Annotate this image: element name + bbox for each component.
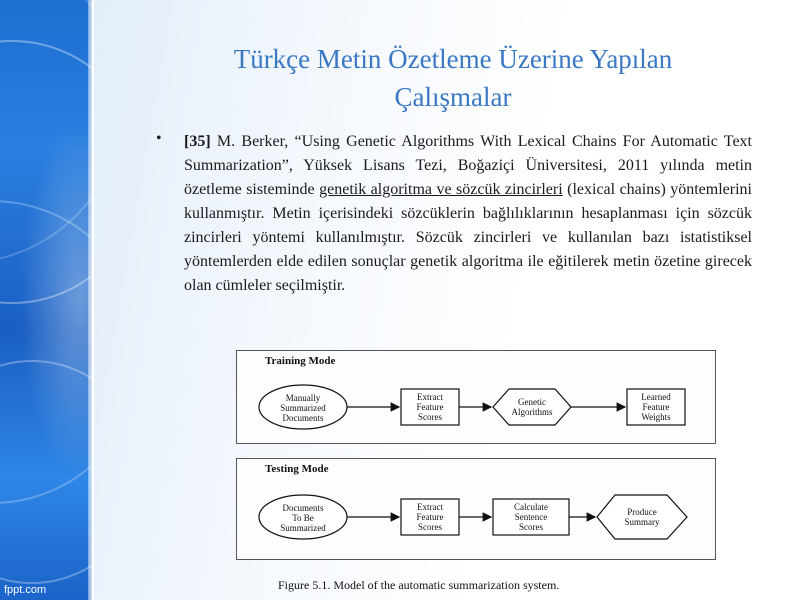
training-node-3-label: Genetic Algorithms (511, 397, 553, 417)
figure-caption: Figure 5.1. Model of the automatic summarization system. (278, 578, 560, 592)
title-line-2: Çalışmalar (394, 82, 512, 112)
testing-mode-panel (236, 458, 716, 560)
testing-mode-label: Testing Mode (265, 463, 329, 475)
hyperlink-genetik-algoritma[interactable]: genetik algoritma ve sözcük zincirleri (319, 181, 563, 198)
title-line-1: Türkçe Metin Özetleme Üzerine Yapılan (233, 44, 673, 74)
reference-number: [35] (184, 133, 211, 150)
decorative-left-band (0, 0, 92, 600)
summarization-model-figure (236, 350, 716, 600)
bullet-text-part-2: (lexical chains) yöntemlerini kullanmıştır. Metin içerisindeki sözcüklerin bağlılıklarının hesaplanması için sözcük zincirleri yöntemi kullanılmıştır. Sözcük zincirleri ve kullanılan bazı istatistiksel yöntemlerden elde edilen sonuçlar genetik algoritma ile eğitilerek metin özetine girecek olan cümleler seçilmiştir. (184, 181, 752, 294)
slide-title (150, 40, 756, 116)
testing-node-3-label: Calculate Sentence Scores (514, 502, 548, 532)
testing-node-4-label: Produce Summary (624, 507, 660, 527)
decorative-glow (20, 120, 92, 480)
training-node-4-label: Learned Feature Weights (641, 392, 671, 422)
bullet-text-part-1: M. Berker, “Using Genetic Algorithms With Lexical Chains For Automatic Text Summarization”, Yüksek Lisans Tezi, Boğaziçi Üniversitesi, 2011 yılında metin özetleme sisteminde (184, 133, 752, 198)
testing-node-1-label: Documents To Be Summarized (280, 503, 326, 533)
training-mode-label: Training Mode (265, 355, 336, 367)
watermark: fppt.com (4, 584, 47, 596)
training-node-2-label: Extract Feature Scores (416, 392, 444, 422)
training-mode-panel (236, 350, 716, 444)
testing-node-2-label: Extract Feature Scores (416, 502, 444, 532)
bullet-text (184, 130, 752, 298)
training-node-1-label: Manually Summarized Documents (280, 393, 326, 423)
bullet-marker: • (156, 130, 162, 147)
